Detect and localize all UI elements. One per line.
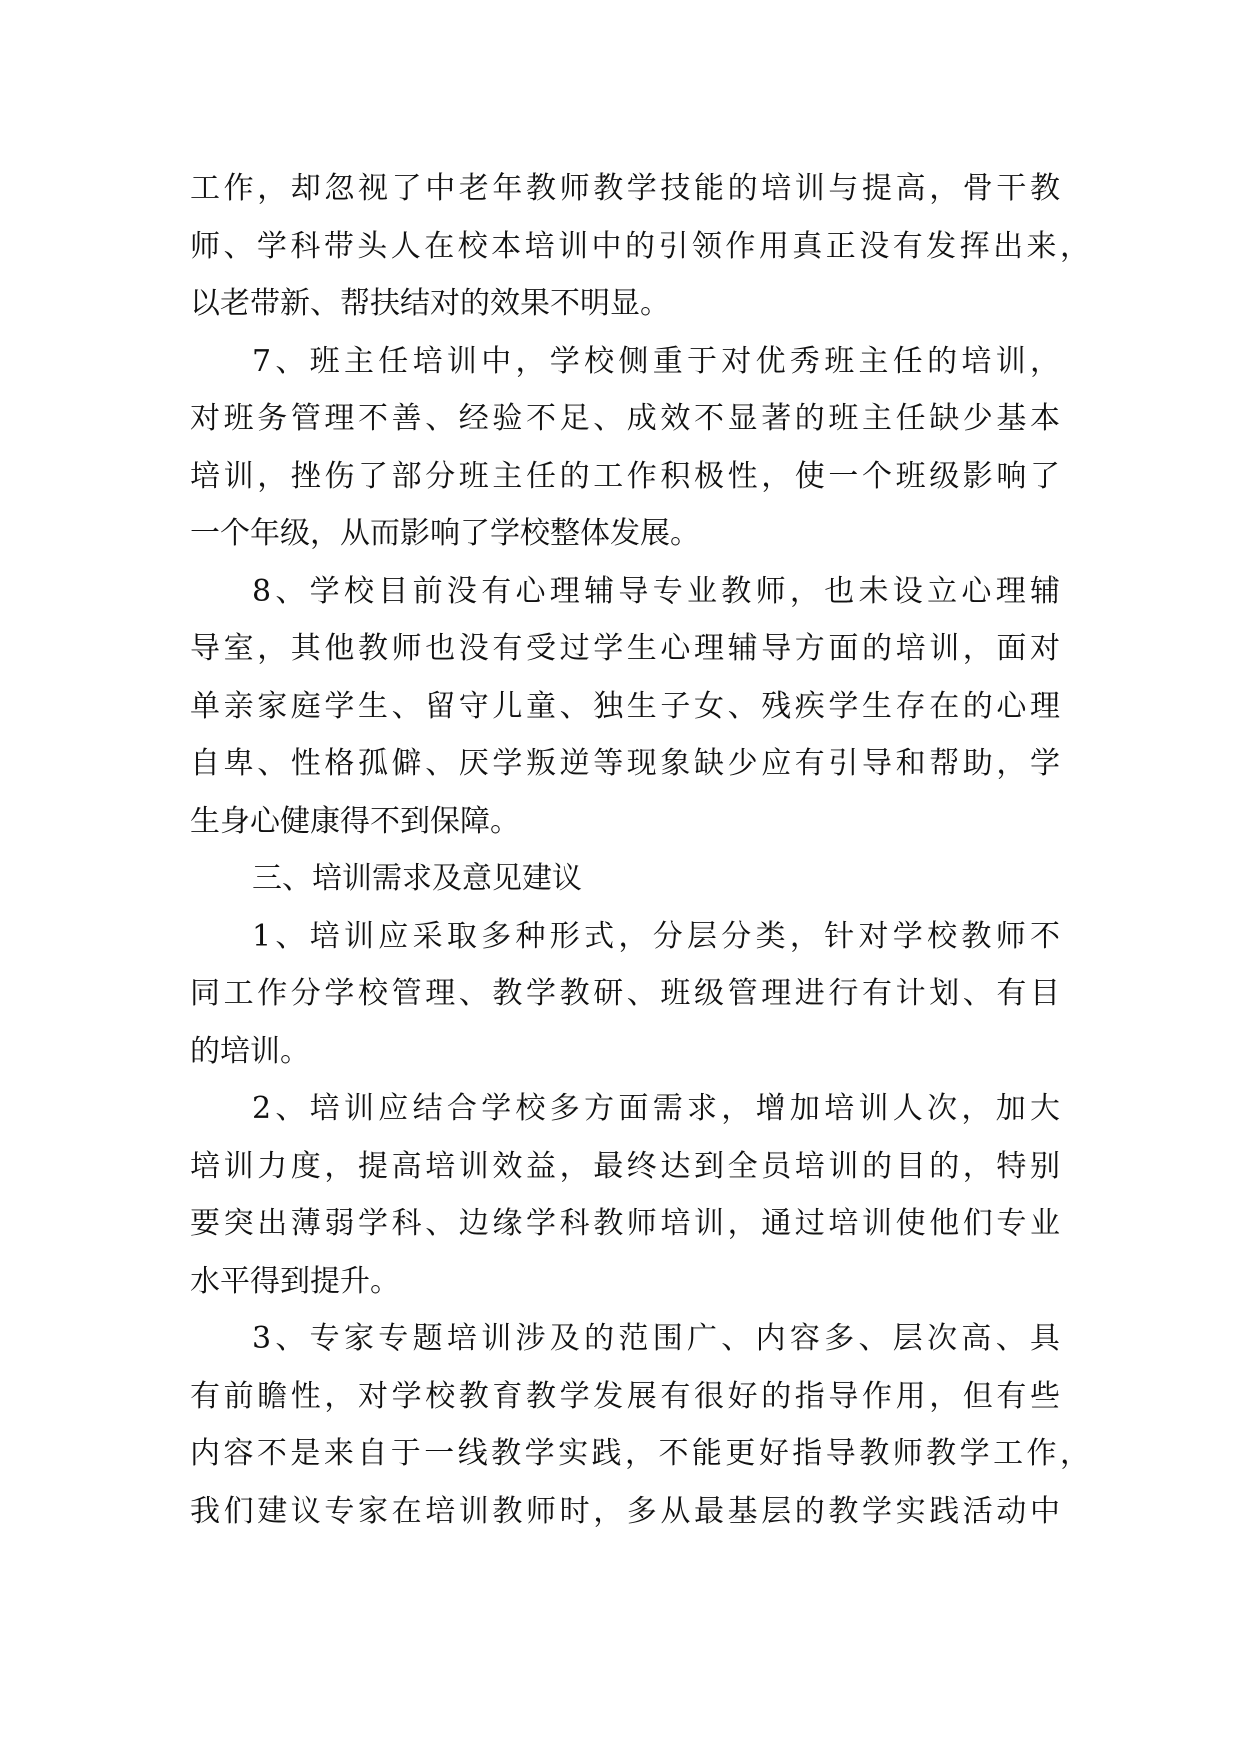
text-line: 导室，其他教师也没有受过学生心理辅导方面的培训，面对 [190,631,1060,666]
text-line: 对班务管理不善、经验不足、成效不显著的班主任缺少基本 [190,401,1060,436]
text-line: 要突出薄弱学科、边缘学科教师培训，通过培训使他们专业 [190,1206,1060,1241]
text-line: 生身心健康得不到保障。 [190,803,520,839]
text-line: 工作，却忽视了中老年教师教学技能的培训与提高，骨干教 [190,171,1060,206]
text-line: 3、专家专题培训涉及的范围广、内容多、层次高、具 [252,1321,1060,1356]
text-line: 以老带新、帮扶结对的效果不明显。 [190,286,670,321]
text-line: 培训力度，提高培训效益，最终达到全员培训的目的，特别 [190,1148,1060,1184]
section-heading: 三、培训需求及意见建议 [252,861,582,896]
text-line: 自卑、性格孤僻、厌学叛逆等现象缺少应有引导和帮助，学 [190,746,1060,781]
text-line: 2、培训应结合学校多方面需求，增加培训人次，加大 [252,1091,1060,1126]
text-line: 师、学科带头人在校本培训中的引领作用真正没有发挥出来， [190,228,1090,264]
text-line: 单亲家庭学生、留守儿童、独生子女、残疾学生存在的心理 [190,688,1060,724]
text-line: 内容不是来自于一线教学实践，不能更好指导教师教学工作， [190,1436,1090,1471]
text-line: 的培训。 [190,1033,310,1069]
text-line: 水平得到提升。 [190,1263,400,1299]
text-line: 1、培训应采取多种形式，分层分类，针对学校教师不 [252,918,1060,954]
document-body [190,160,1090,1540]
text-line: 培训，挫伤了部分班主任的工作积极性，使一个班级影响了 [190,458,1060,494]
text-line: 同工作分学校管理、教学教研、班级管理进行有计划、有目 [190,976,1060,1011]
text-line: 我们建议专家在培训教师时，多从最基层的教学实践活动中 [190,1493,1060,1529]
text-line: 一个年级，从而影响了学校整体发展。 [190,516,700,551]
text-line: 7、班主任培训中，学校侧重于对优秀班主任的培训， [252,343,1060,379]
text-line: 有前瞻性，对学校教育教学发展有很好的指导作用，但有些 [190,1378,1060,1414]
text-line: 8、学校目前没有心理辅导专业教师，也未设立心理辅 [252,573,1060,609]
